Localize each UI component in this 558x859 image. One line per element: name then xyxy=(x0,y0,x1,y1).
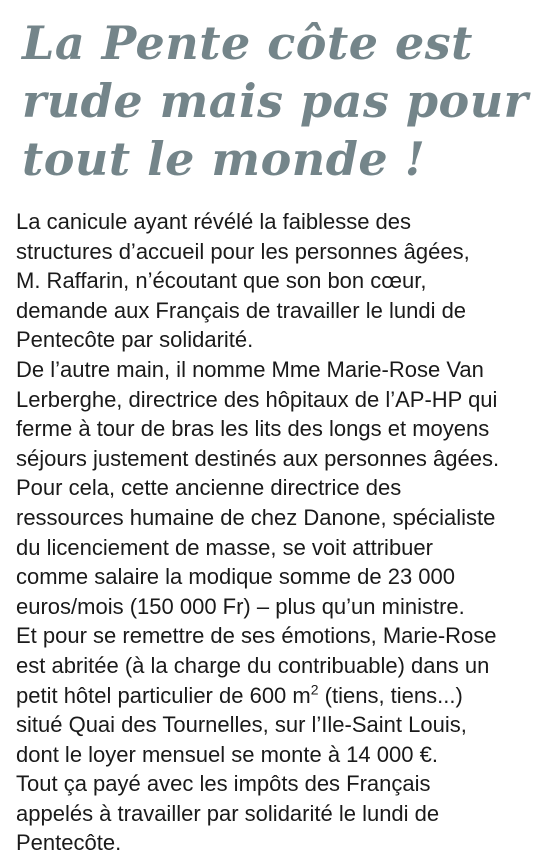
body-line: ferme à tour de bras les lits des longs et moyens xyxy=(16,416,490,442)
body-line: La canicule ayant révélé la faiblesse des xyxy=(16,209,412,234)
body-line: dont le loyer mensuel se monte à 14 000 €. xyxy=(16,741,438,767)
body-line: du licenciement de masse, se voit attribuer xyxy=(16,534,433,560)
article-body xyxy=(16,207,552,858)
headline-line: rude mais pas pour xyxy=(22,74,529,128)
body-line: séjours justement destinés aux personnes âgées. xyxy=(16,445,500,471)
body-line: est abritée (à la charge du contribuable) dans un xyxy=(16,652,490,678)
headline-line: La Pente côte est xyxy=(22,16,473,70)
body-line: Pentecôte par solidarité. xyxy=(16,327,254,353)
body-line: ressources humaine de chez Danone, spécialiste xyxy=(16,504,496,530)
body-line: demande aux Français de travailler le lundi de xyxy=(16,297,467,323)
body-line: comme salaire la modique somme de 23 000 xyxy=(16,564,456,590)
body-line: Et pour se remettre de ses émotions, Marie-Rose xyxy=(16,623,497,649)
body-line: euros/mois (150 000 Fr) – plus qu’un ministre. xyxy=(16,593,465,619)
body-line: Pentecôte. xyxy=(16,830,122,856)
area-superscript: 2 xyxy=(310,681,319,698)
body-line-start: petit hôtel particulier de 600 m xyxy=(16,682,311,708)
body-line-end: (tiens, tiens...) xyxy=(318,682,463,708)
body-line: appelés à travailler par solidarité le lundi de xyxy=(16,800,440,826)
body-line: Tout ça payé avec les impôts des Français xyxy=(16,771,431,797)
body-line: Pour cela, cette ancienne directrice des xyxy=(16,475,402,501)
headline-line: tout le monde ! xyxy=(22,132,426,186)
body-line: De l’autre main, il nomme Mme Marie-Rose Van xyxy=(16,356,484,382)
body-line: situé Quai des Tournelles, sur l’Ile-Saint Louis, xyxy=(16,712,467,738)
body-line: M. Raffarin, n’écoutant que son bon cœur, xyxy=(16,268,427,294)
article-headline xyxy=(22,14,542,188)
body-line: Lerberghe, directrice des hôpitaux de l’AP-HP qui xyxy=(16,386,498,412)
body-line-with-superscript xyxy=(16,681,552,711)
body-line: structures d’accueil pour les personnes âgées, xyxy=(16,238,470,264)
